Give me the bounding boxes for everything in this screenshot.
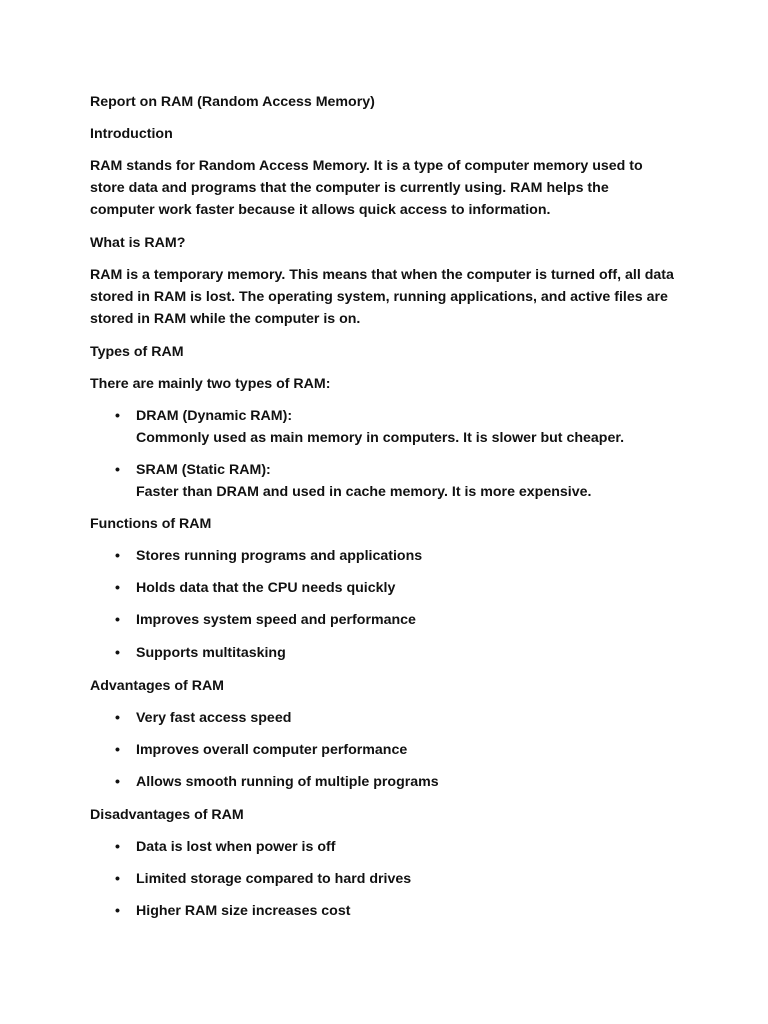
advantages-item-text: Very fast access speed [136, 710, 292, 726]
types-list-item [115, 459, 271, 481]
functions-heading: Functions of RAM [90, 516, 212, 532]
document-title: Report on RAM (Random Access Memory) [90, 94, 375, 110]
bullet-icon: • [115, 612, 120, 628]
advantages-list-item [115, 739, 407, 761]
introduction-line: computer work faster because it allows quick access to information. [90, 202, 551, 218]
disadvantages-heading: Disadvantages of RAM [90, 807, 244, 823]
what-is-heading: What is RAM? [90, 235, 186, 251]
disadvantages-list-item [115, 836, 335, 858]
bullet-icon: • [115, 408, 120, 424]
types-list-item [115, 405, 292, 427]
disadvantages-item-text: Data is lost when power is off [136, 839, 336, 855]
types-heading: Types of RAM [90, 344, 184, 360]
types-item-name: SRAM (Static RAM): [136, 462, 271, 478]
bullet-icon: • [115, 903, 120, 919]
introduction-line: store data and programs that the computer is currently using. RAM helps the [90, 180, 609, 196]
disadvantages-list-item [115, 868, 411, 890]
advantages-item-text: Improves overall computer performance [136, 742, 408, 758]
advantages-list-item [115, 771, 439, 793]
functions-list-item [115, 577, 395, 599]
disadvantages-list-item [115, 900, 350, 922]
types-item-desc: Commonly used as main memory in computers. It is slower but cheaper. [136, 430, 625, 446]
bullet-icon: • [115, 742, 120, 758]
functions-item-text: Supports multitasking [136, 645, 286, 661]
disadvantages-item-text: Higher RAM size increases cost [136, 903, 351, 919]
advantages-item-text: Allows smooth running of multiple programs [136, 774, 439, 790]
functions-list-item [115, 609, 416, 631]
bullet-icon: • [115, 774, 120, 790]
advantages-list-item [115, 707, 291, 729]
bullet-icon: • [115, 580, 120, 596]
bullet-icon: • [115, 548, 120, 564]
types-item-name: DRAM (Dynamic RAM): [136, 408, 293, 424]
introduction-heading: Introduction [90, 126, 173, 142]
advantages-heading: Advantages of RAM [90, 678, 225, 694]
types-item-desc: Faster than DRAM and used in cache memory. It is more expensive. [136, 484, 592, 500]
bullet-icon: • [115, 839, 120, 855]
functions-list-item [115, 545, 422, 567]
bullet-icon: • [115, 871, 120, 887]
what-is-line: stored in RAM is lost. The operating system, running applications, and active files are [90, 289, 668, 305]
functions-item-text: Stores running programs and applications [136, 548, 423, 564]
introduction-line: RAM stands for Random Access Memory. It is a type of computer memory used to [90, 158, 643, 174]
bullet-icon: • [115, 462, 120, 478]
functions-item-text: Improves system speed and performance [136, 612, 416, 628]
functions-item-text: Holds data that the CPU needs quickly [136, 580, 396, 596]
bullet-icon: • [115, 710, 120, 726]
types-intro: There are mainly two types of RAM: [90, 376, 331, 392]
functions-list-item [115, 642, 286, 664]
what-is-line: stored in RAM while the computer is on. [90, 311, 361, 327]
disadvantages-item-text: Limited storage compared to hard drives [136, 871, 412, 887]
what-is-line: RAM is a temporary memory. This means that when the computer is turned off, all data [90, 267, 674, 283]
bullet-icon: • [115, 645, 120, 661]
